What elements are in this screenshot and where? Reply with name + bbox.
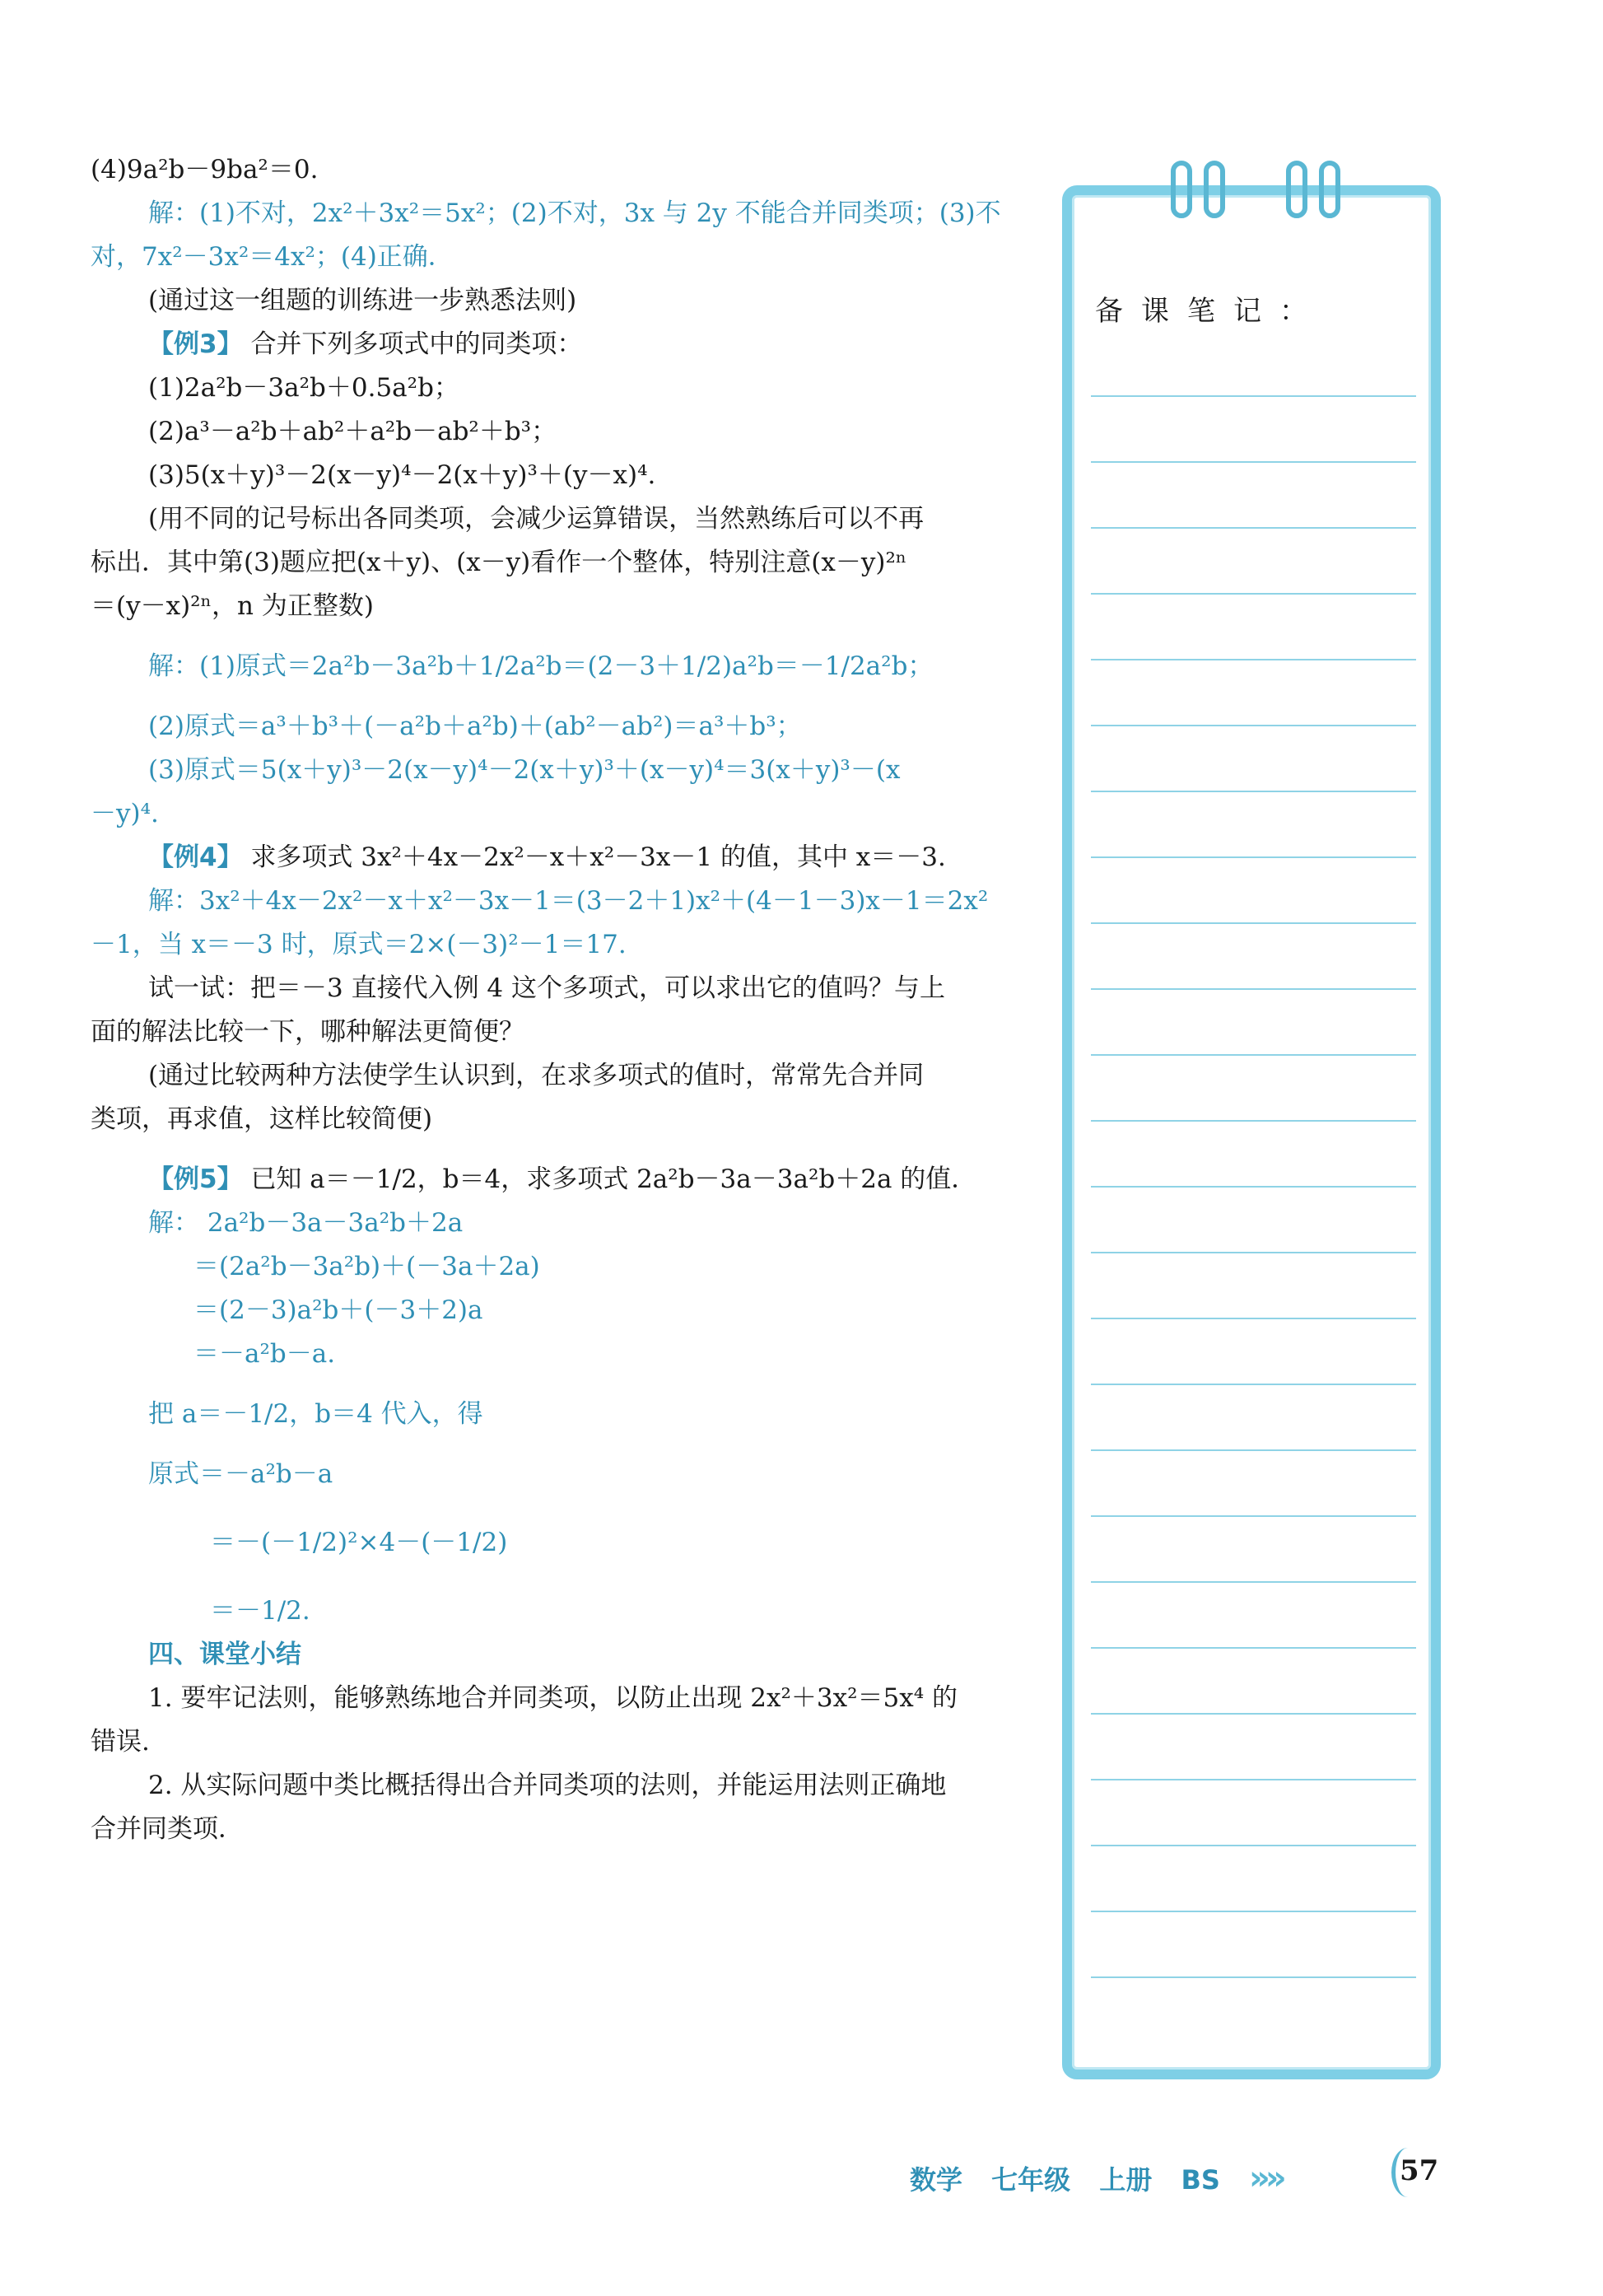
summary-line: 1. 要牢记法则，能够熟练地合并同类项，以防止出现 2x²＋3x²＝5x⁴ 的 — [148, 1683, 958, 1713]
summary-line: 合并同类项． — [91, 1814, 244, 1844]
note-rule-line — [1091, 1384, 1416, 1385]
text-line: 试一试：把＝－3 直接代入例 4 这个多项式，可以求出它的值吗？与上 — [148, 973, 946, 1003]
teaching-note: 标出．其中第(3)题应把(x＋y)、(x－y)看作一个整体，特别注意(x－y)²ⁿ — [91, 548, 907, 577]
summary-line: 错误. — [91, 1727, 150, 1757]
note-rule-line — [1091, 791, 1416, 792]
footer-volume: 上册 — [1099, 2164, 1153, 2196]
solution-line: 解：3x²＋4x－2x²－x＋x²－3x－1＝(3－2＋1)x²＋(4－1－3)x－1＝2x² — [148, 886, 989, 916]
note-rule-line — [1091, 1120, 1416, 1122]
solution-line: ＝－a²b－a. — [193, 1339, 336, 1369]
teaching-note: (用不同的记号标出各同类项，会减少运算错误，当然熟练后可以不再 — [148, 504, 925, 534]
solution-line: (3)原式＝5(x＋y)³－2(x－y)⁴－2(x＋y)³＋(x－y)⁴＝3(x＋y)³－(x — [148, 755, 901, 785]
solution-line: －1，当 x＝－3 时，原式＝2×(－3)²－1＝17. — [91, 930, 627, 959]
solution-line: ＝(2－3)a²b＋(－3＋2)a — [193, 1295, 483, 1325]
example-text: 已知 a＝－1/2，b＝4，求多项式 2a²b－3a－3a²b＋2a 的值． — [250, 1164, 977, 1194]
note-rule-line — [1091, 922, 1416, 924]
note-rule-line — [1091, 1713, 1416, 1715]
teaching-note: ＝(y－x)²ⁿ，n 为正整数) — [91, 591, 374, 621]
teaching-note: (通过这一组题的训练进一步熟悉法则) — [148, 286, 577, 315]
teaching-note: 类项，再求值，这样比较简便) — [91, 1104, 433, 1134]
example-text: 求多项式 3x²＋4x－2x²－x＋x²－3x－1 的值，其中 x＝－3. — [250, 842, 946, 872]
chevron-icon: »» — [1249, 2159, 1282, 2197]
solution-line: ＝－(－1/2)²×4－(－1/2) — [210, 1528, 508, 1557]
text-line: (1)2a²b－3a²b＋0.5a²b； — [148, 373, 459, 403]
note-rule-line — [1091, 461, 1416, 463]
note-rule-line — [1091, 1911, 1416, 1912]
note-rule-line — [1091, 1252, 1416, 1253]
teaching-note: (通过比较两种方法使学生认识到，在求多项式的值时，常常先合并同 — [148, 1061, 925, 1090]
example-text: 合并下列多项式中的同类项： — [250, 329, 583, 359]
note-rule-line — [1091, 1515, 1416, 1517]
summary-line: 2. 从实际问题中类比概括得出合并同类项的法则，并能运用法则正确地 — [148, 1771, 947, 1800]
example-label: 【例4】 — [148, 842, 243, 872]
note-rule-line — [1091, 1186, 1416, 1188]
solution-line: 原式＝－a²b－a — [148, 1459, 333, 1489]
note-rule-line — [1091, 1647, 1416, 1649]
example-3-heading — [91, 323, 1021, 366]
note-rule-line — [1091, 1581, 1416, 1583]
section-heading: 四、课堂小结 — [148, 1640, 301, 1669]
note-rule-line — [1091, 1845, 1416, 1846]
example-5-heading — [91, 1158, 1021, 1202]
solution-line: (2)原式＝a³＋b³＋(－a²b＋a²b)＋(ab²－ab²)＝a³＋b³； — [148, 712, 802, 741]
note-rule-line — [1091, 1054, 1416, 1056]
note-rule-line — [1091, 527, 1416, 529]
note-rule-line — [1091, 988, 1416, 990]
notes-label: 备课笔记： — [1095, 295, 1326, 328]
binder-ring — [1204, 161, 1225, 218]
example-4-heading — [91, 836, 1021, 880]
binder-ring — [1286, 161, 1307, 218]
note-rule-line — [1091, 395, 1416, 397]
footer-grade: 七年级 — [991, 2164, 1071, 2196]
solution-line: 解：(1)不对，2x²＋3x²＝5x²；(2)不对，3x 与 2y 不能合并同类项；(3)不 — [148, 198, 1001, 228]
footer-subject: 数学 — [910, 2164, 963, 2196]
example-label: 【例5】 — [148, 1164, 243, 1194]
notes-panel — [1062, 185, 1441, 2079]
text-line: (3)5(x＋y)³－2(x－y)⁴－2(x＋y)³＋(y－x)⁴. — [148, 460, 656, 490]
note-rule-line — [1091, 1449, 1416, 1451]
note-rule-line — [1091, 593, 1416, 595]
solution-line: 解： 2a²b－3a－3a²b＋2a — [148, 1208, 464, 1238]
page-footer — [910, 2159, 1293, 2200]
note-rule-line — [1091, 659, 1416, 660]
solution-line: －y)⁴. — [91, 799, 159, 828]
solution-line: 对，7x²－3x²＝4x²；(4)正确． — [91, 242, 454, 272]
solution-line: 把 a＝－1/2，b＝4 代入，得 — [148, 1399, 483, 1429]
note-rule-line — [1091, 725, 1416, 726]
main-content — [91, 148, 1021, 1851]
solution-line: ＝(2a²b－3a²b)＋(－3a＋2a) — [193, 1252, 540, 1281]
note-rule-line — [1091, 1779, 1416, 1780]
solution-line: ＝－1/2. — [210, 1596, 310, 1626]
solution-line: 解：(1)原式＝2a²b－3a²b＋1/2a²b＝(2－3＋1/2)a²b＝－1/2a²b； — [148, 651, 934, 681]
binder-ring — [1319, 161, 1340, 218]
text-line: (4)9a²b－9ba²＝0. — [91, 155, 319, 184]
text-line: (2)a³－a²b＋ab²＋a²b－ab²＋b³； — [148, 417, 557, 446]
note-rule-line — [1091, 856, 1416, 858]
footer-edition: BS — [1181, 2164, 1220, 2196]
note-rule-line — [1091, 1976, 1416, 1978]
text-line: 面的解法比较一下，哪种解法更简便？ — [91, 1017, 524, 1047]
binder-ring — [1171, 161, 1192, 218]
note-rule-line — [1091, 1318, 1416, 1319]
example-label: 【例3】 — [148, 329, 243, 359]
page-number: 57 — [1400, 2154, 1439, 2187]
